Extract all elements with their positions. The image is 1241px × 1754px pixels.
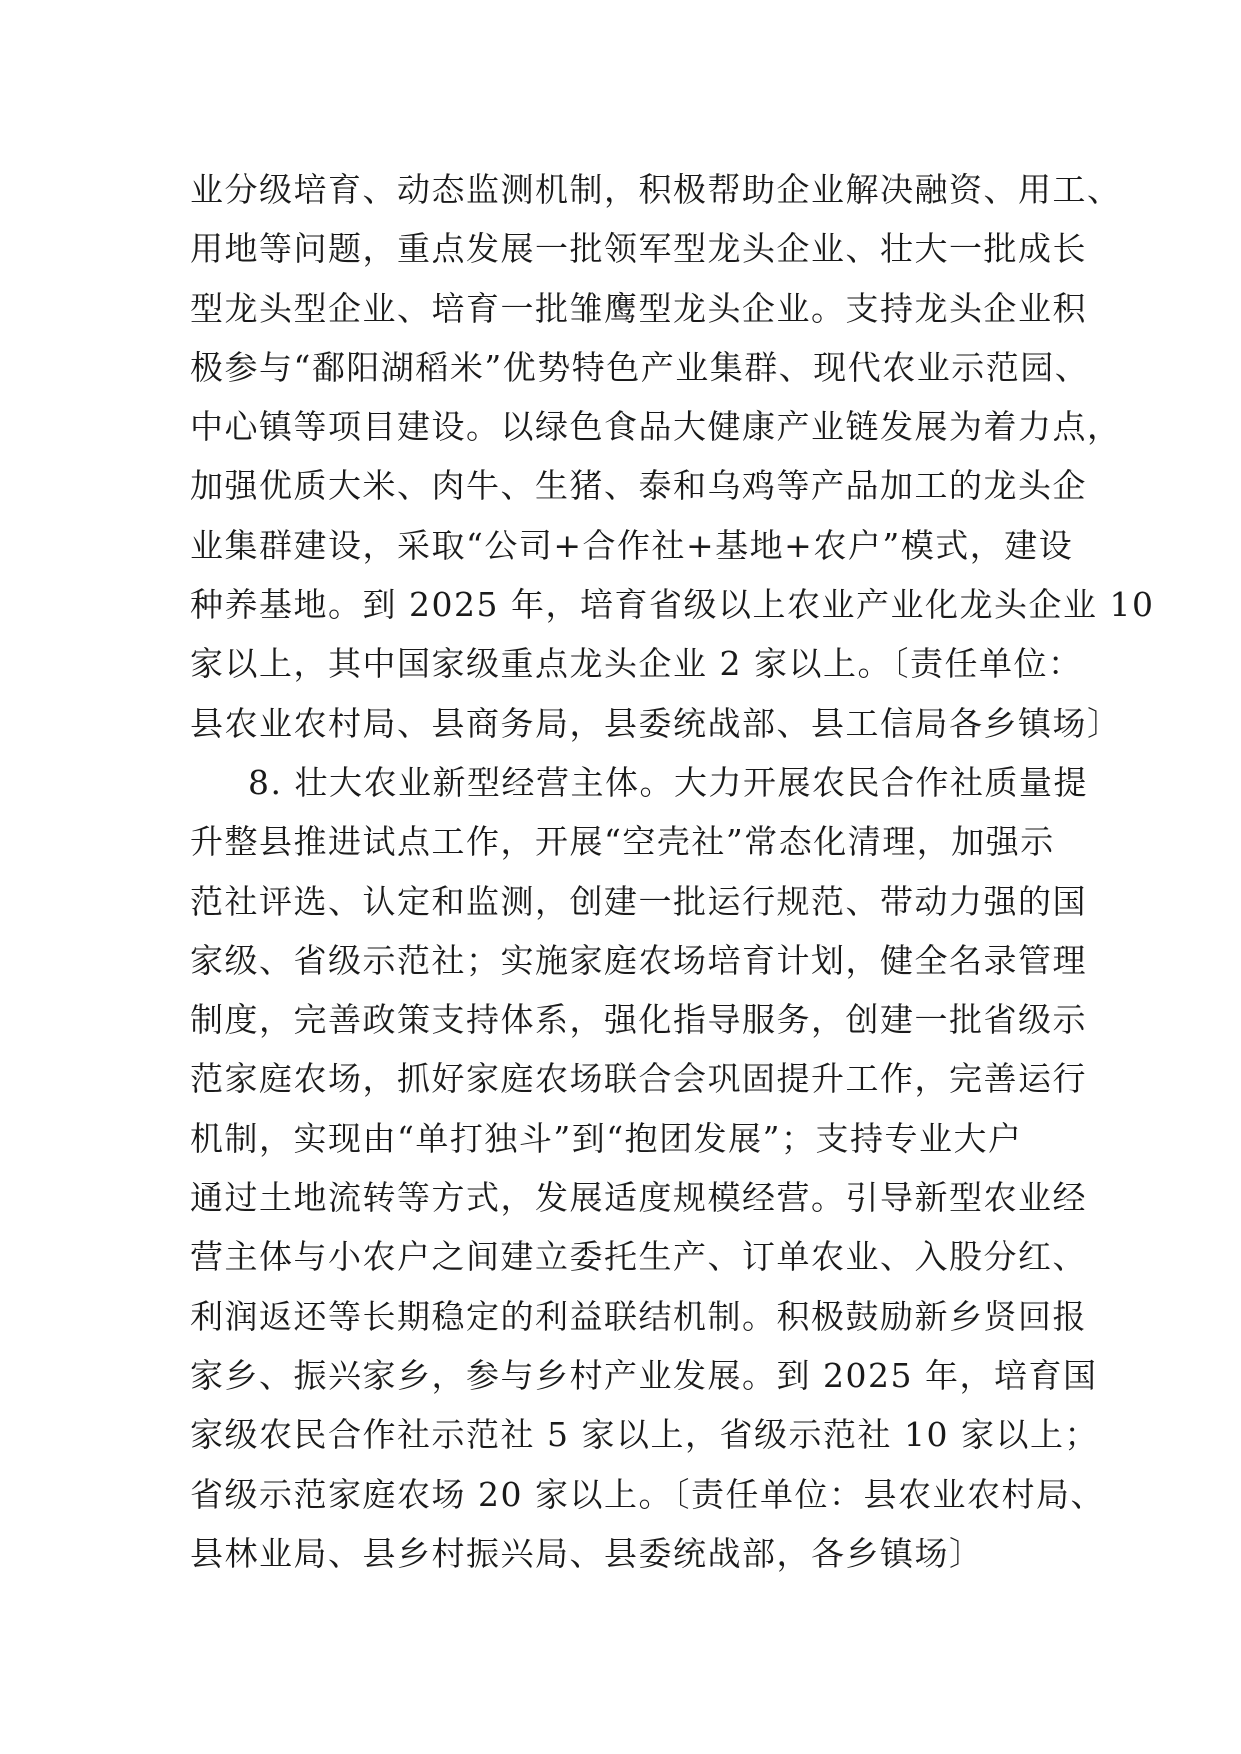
text-line: 加强优质大米、肉牛、生猪、泰和乌鸡等产品加工的龙头企 (190, 466, 1087, 506)
text-line: 通过土地流转等方式，发展适度规模经营。引导新型农业经 (190, 1178, 1087, 1218)
text-line: 型龙头型企业、培育一批雏鹰型龙头企业。支持龙头企业积 (190, 288, 1087, 328)
text-line: 家级农民合作社示范社 5 家以上，省级示范社 10 家以上； (190, 1415, 1099, 1455)
text-line: 业集群建设，采取“公司+合作社+基地+农户”模式，建设 (190, 525, 1074, 565)
text-line: 种养基地。到 2025 年，培育省级以上农业产业化龙头企业 10 (190, 585, 1155, 625)
text-line: 极参与“鄱阳湖稻米”优势特色产业集群、现代农业示范园、 (190, 347, 1090, 387)
text-line: 省级示范家庭农场 20 家以上。〔责任单位：县农业农村局、 (190, 1474, 1105, 1514)
text-line: 范家庭农场，抓好家庭农场联合会巩固提升工作，完善运行 (190, 1059, 1087, 1099)
text-line: 范社评选、认定和监测，创建一批运行规范、带动力强的国 (190, 881, 1087, 921)
text-line: 营主体与小农户之间建立委托生产、订单农业、入股分红、 (190, 1237, 1087, 1277)
text-line: 制度，完善政策支持体系，强化指导服务，创建一批省级示 (190, 1000, 1087, 1040)
text-line: 中心镇等项目建设。以绿色食品大健康产业链发展为着力点， (190, 407, 1122, 447)
text-line: 县农业农村局、县商务局，县委统战部、县工信局各乡镇场〕 (190, 703, 1122, 743)
section-heading-line: 8. 壮大农业新型经营主体。大力开展农民合作社质量提 (248, 762, 1088, 802)
text-line: 升整县推进试点工作，开展“空壳社”常态化清理，加强示 (190, 822, 1055, 862)
body-text (190, 160, 1155, 1583)
text-line: 县林业局、县乡村振兴局、县委统战部，各乡镇场〕 (190, 1533, 984, 1573)
text-line: 家乡、振兴家乡，参与乡村产业发展。到 2025 年，培育国 (190, 1355, 1098, 1395)
text-line: 机制，实现由“单打独斗”到“抱团发展”；支持专业大户 (190, 1118, 1023, 1158)
text-line: 家级、省级示范社；实施家庭农场培育计划，健全名录管理 (190, 940, 1087, 980)
text-line: 家以上，其中国家级重点龙头企业 2 家以上。〔责任单位： (190, 644, 1083, 684)
text-line: 用地等问题，重点发展一批领军型龙头企业、壮大一批成长 (190, 229, 1087, 269)
text-line: 利润返还等长期稳定的利益联结机制。积极鼓励新乡贤回报 (190, 1296, 1087, 1336)
text-line: 业分级培育、动态监测机制，积极帮助企业解决融资、用工、 (190, 170, 1122, 209)
